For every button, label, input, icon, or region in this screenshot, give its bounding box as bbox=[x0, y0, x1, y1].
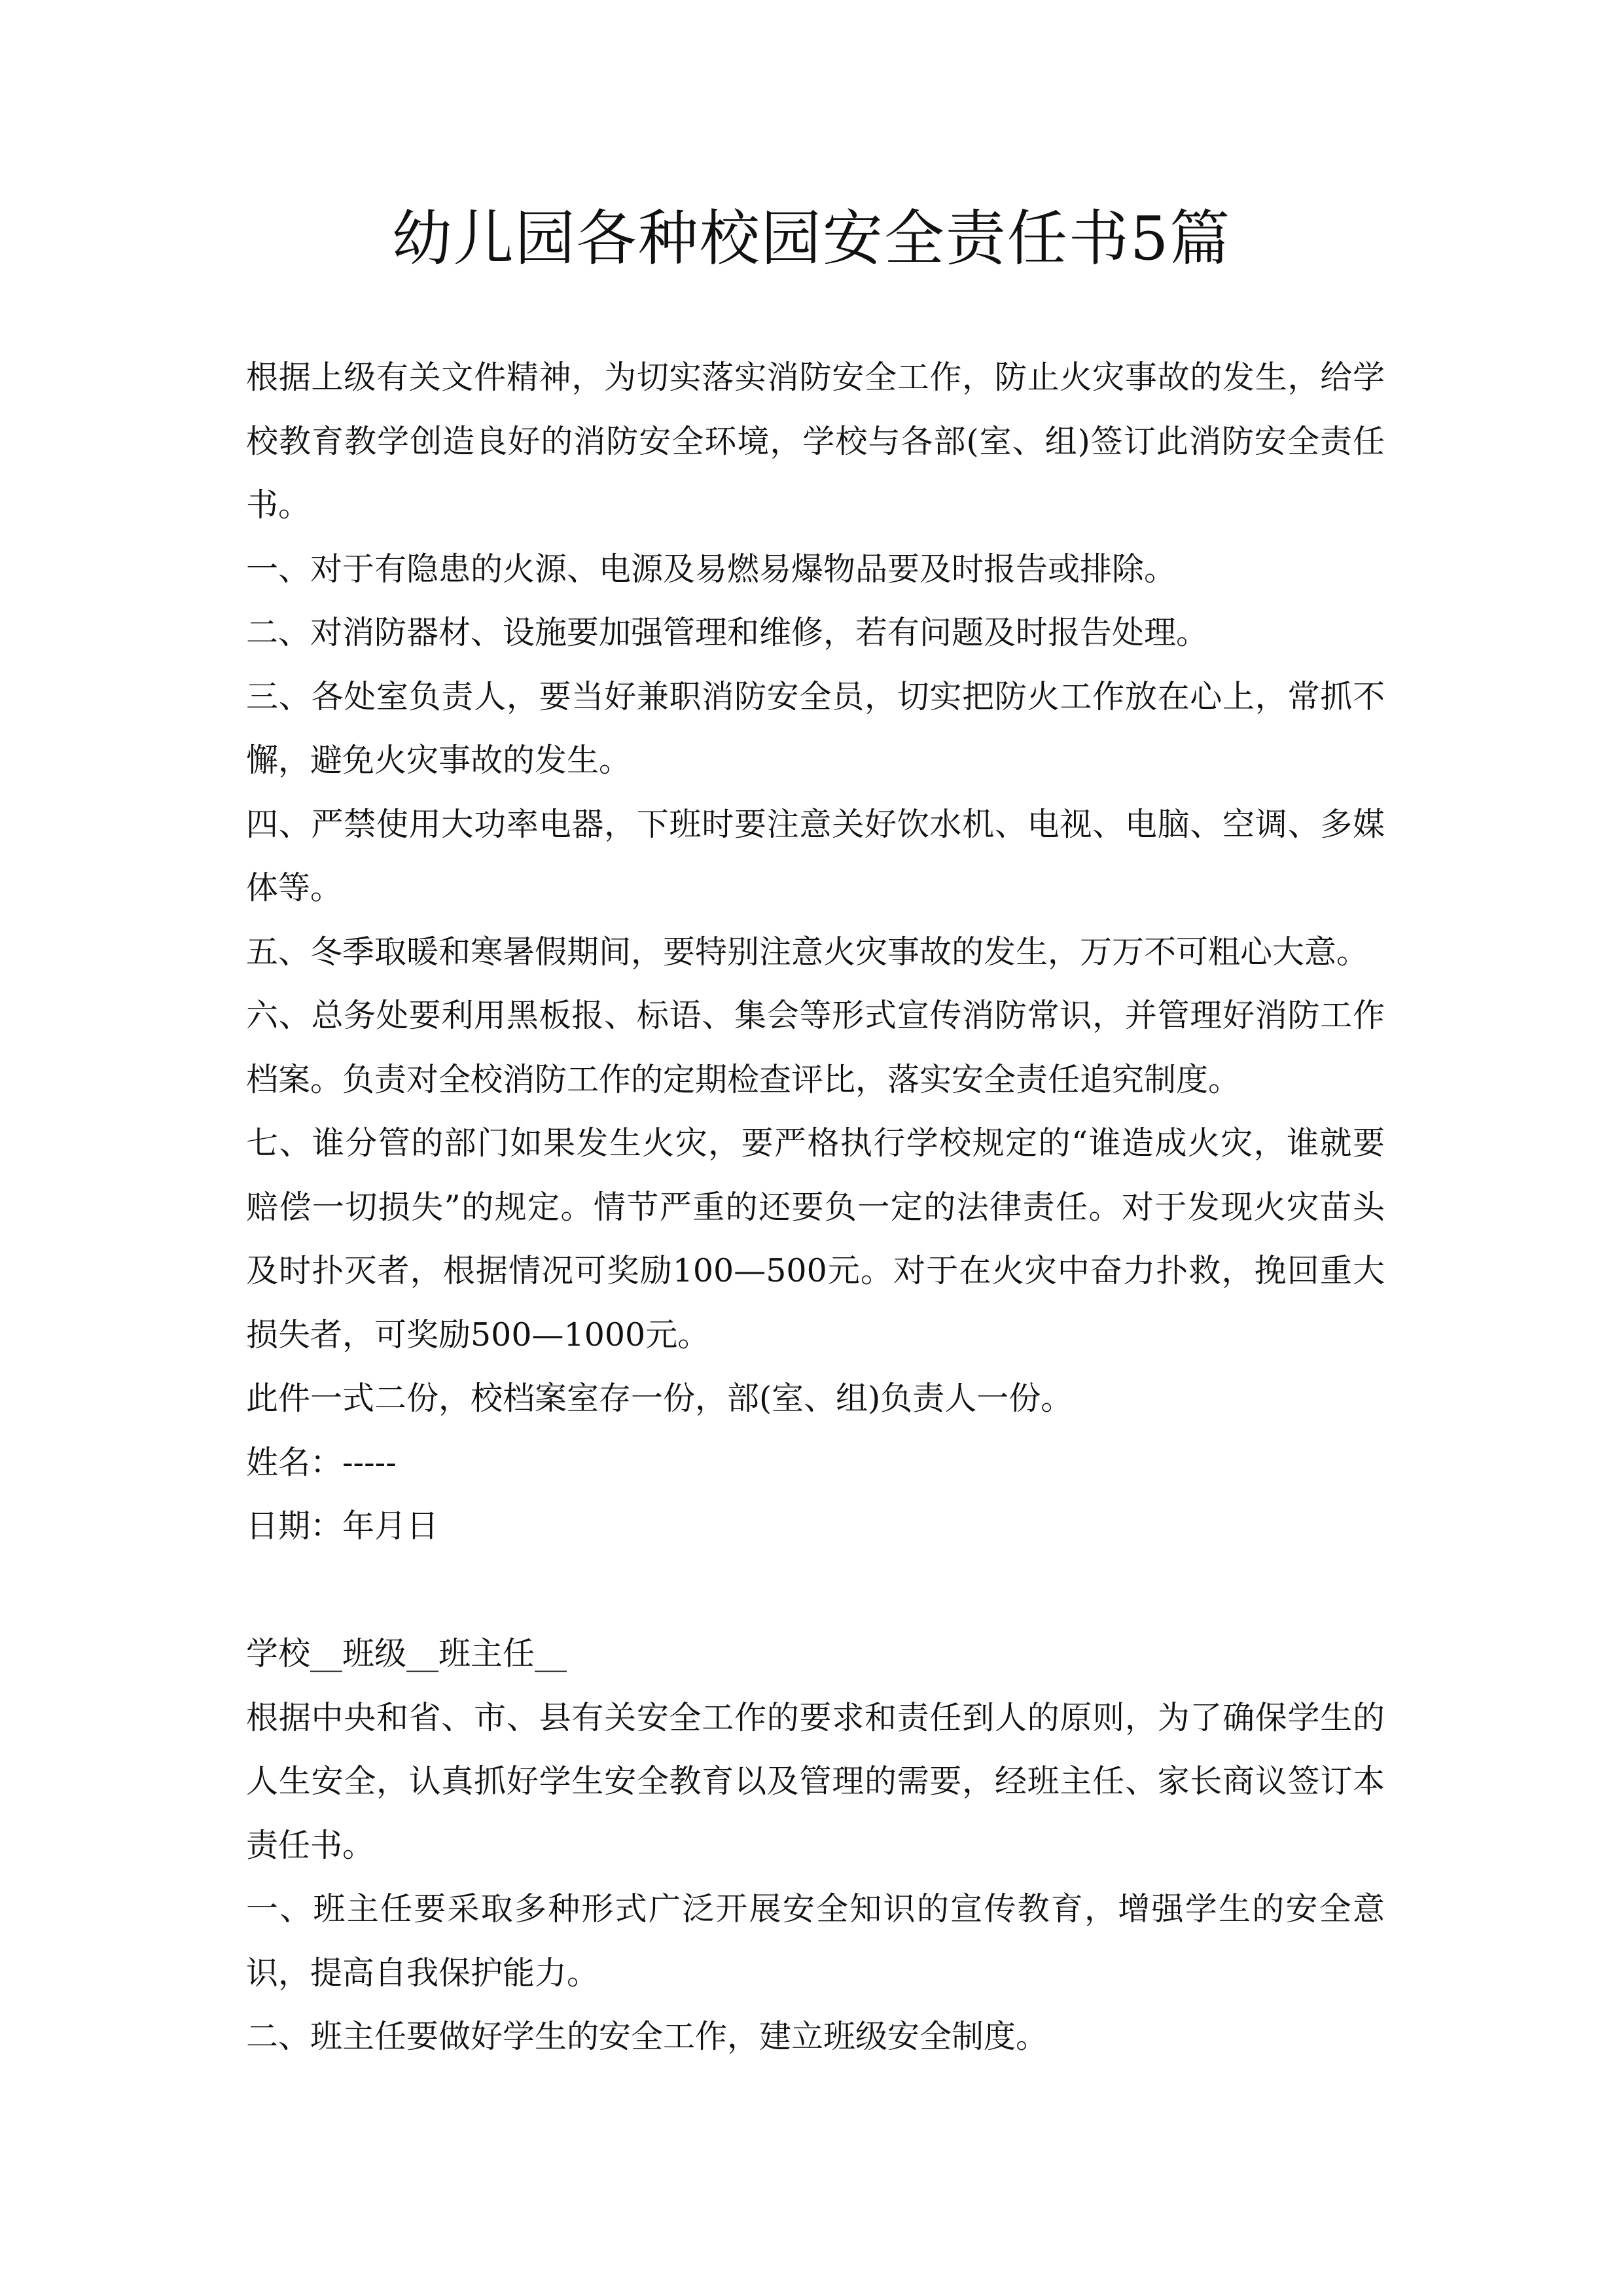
fire-safety-item-4: 四、严禁使用大功率电器，下班时要注意关好饮水机、电视、电脑、空调、多媒体等。 bbox=[246, 805, 1385, 906]
document-title: 幼儿园各种校园安全责任书5篇 bbox=[391, 204, 1232, 274]
date-line: 日期：年月日 bbox=[246, 1507, 439, 1545]
fire-safety-item-2: 二、对消防器材、设施要加强管理和维修，若有问题及时报告处理。 bbox=[246, 614, 1209, 651]
class-safety-header: 学校__班级__班主任__ bbox=[246, 1635, 567, 1672]
class-safety-intro: 根据中央和省、市、县有关安全工作的要求和责任到人的原则，为了确保学生的人生安全，认真抓好学生安全教育以及管理的需要，经班主任、家长商议签订本责任书。 bbox=[246, 1698, 1385, 1864]
name-line: 姓名：----- bbox=[246, 1443, 397, 1481]
copies-note: 此件一式二份，校档案室存一份，部(室、组)负责人一份。 bbox=[246, 1380, 1073, 1417]
fire-safety-item-3: 三、各处室负责人，要当好兼职消防安全员，切实把防火工作放在心上，常抓不懈，避免火灾事故的发生。 bbox=[246, 677, 1385, 779]
fire-safety-item-6: 六、总务处要利用黑板报、标语、集会等形式宣传消防常识，并管理好消防工作档案。负责对全校消防工作的定期检查评比，落实安全责任追究制度。 bbox=[246, 997, 1385, 1098]
fire-safety-intro: 根据上级有关文件精神，为切实落实消防安全工作，防止火灾事故的发生，给学校教育教学创造良好的消防安全环境，学校与各部(室、组)签订此消防安全责任书。 bbox=[246, 359, 1385, 524]
fire-safety-item-5: 五、冬季取暖和寒暑假期间，要特别注意火灾事故的发生，万万不可粗心大意。 bbox=[246, 933, 1369, 971]
section-spacer bbox=[246, 1558, 1385, 1623]
fire-safety-item-7: 七、谁分管的部门如果发生火灾，要严格执行学校规定的“谁造成火灾，谁就要赔偿一切损失”的规定。情节严重的还要负一定的法律责任。对于发现火灾苗头及时扑灭者，根据情况可奖励100—500元。对于在火灾中奋力扑救，挽回重大损失者，可奖励500—1000元。 bbox=[246, 1124, 1385, 1354]
fire-safety-item-1: 一、对于有隐患的火源、电源及易燃易爆物品要及时报告或排除。 bbox=[246, 550, 1177, 588]
class-safety-item-1: 一、班主任要采取多种形式广泛开展安全知识的宣传教育，增强学生的安全意识，提高自我保护能力。 bbox=[246, 1890, 1385, 1992]
document-body bbox=[246, 346, 1385, 2069]
class-safety-item-2: 二、班主任要做好学生的安全工作，建立班级安全制度。 bbox=[246, 2018, 1048, 2055]
